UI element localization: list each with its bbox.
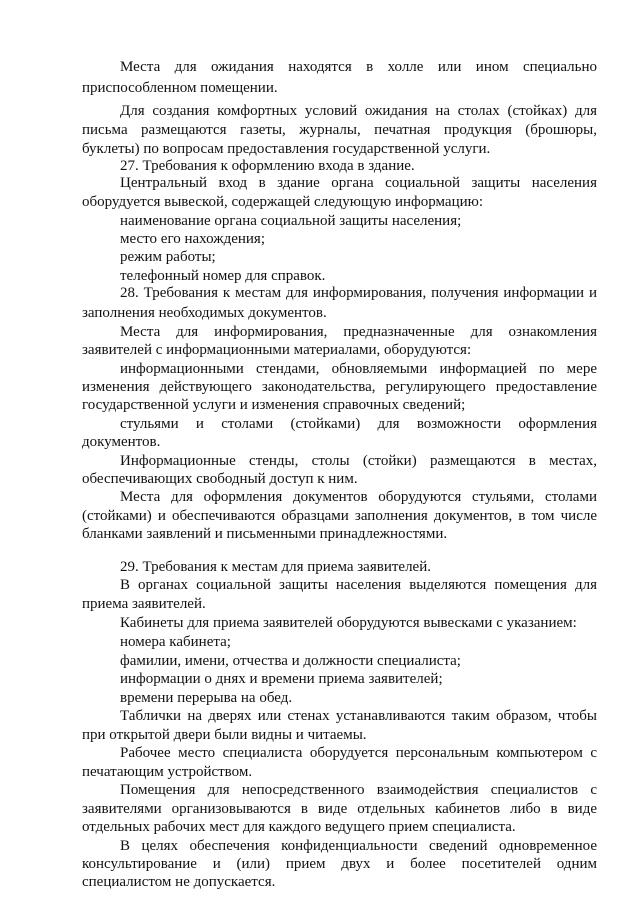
text-line: специалистом не допускается.	[82, 874, 276, 890]
text-line: (стойками) и обеспечиваются образцами заполнения документов, в том числе	[82, 508, 597, 524]
list-item: стульями и столами (стойками) для возможности оформления	[120, 416, 597, 432]
text-line: обеспечивающих свободный доступ к ним.	[82, 471, 358, 487]
text-line: В органах социальной защиты населения выделяются помещения для	[120, 577, 597, 593]
list-item: телефонный номер для справок.	[120, 268, 326, 284]
section-heading-28: 28. Требования к местам для информирования, получения информации и	[120, 285, 597, 301]
text-line: Помещения для непосредственного взаимодействия специалистов с	[120, 782, 597, 798]
list-item: режим работы;	[120, 249, 216, 265]
text-line: при открытой двери были видны и читаемы.	[82, 727, 367, 743]
section-heading-29: 29. Требования к местам для приема заявителей.	[120, 559, 431, 575]
text-line: бланками заявлений и письменными принадлежностями.	[82, 526, 448, 542]
text-line: Места для ожидания находятся в холле или ином специально	[120, 59, 597, 75]
list-item: наименование органа социальной защиты населения;	[120, 213, 462, 229]
section-heading-28-cont: заполнения необходимых документов.	[82, 305, 327, 321]
text-line: Для создания комфортных условий ожидания на столах (стойках) для	[120, 103, 597, 119]
text-line: В целях обеспечения конфиденциальности сведений одновременное	[120, 838, 597, 854]
text-line: Таблички на дверях или стенах устанавливаются таким образом, чтобы	[120, 708, 597, 724]
text-line: заявителями организовываются в виде отдельных кабинетов либо в виде	[82, 801, 597, 817]
text-line: Кабинеты для приема заявителей оборудуются вывесками с указанием:	[120, 615, 577, 631]
text-line: буклеты) по вопросам предоставления государственной услуги.	[82, 141, 491, 157]
list-item: номера кабинета;	[120, 634, 231, 650]
text-line: приспособленном помещении.	[82, 80, 278, 96]
text-line: заявителей с информационными материалами, оборудуются:	[82, 342, 472, 358]
text-line: Центральный вход в здание органа социальной защиты населения	[120, 175, 597, 191]
text-line: государственной услуги и изменения справочных сведений;	[82, 397, 466, 413]
text-line: Рабочее место специалиста оборудуется персональным компьютером с	[120, 745, 597, 761]
list-item: фамилии, имени, отчества и должности специалиста;	[120, 653, 461, 669]
list-item: информационными стендами, обновляемыми информацией по мере	[120, 361, 597, 377]
text-line: Информационные стенды, столы (стойки) размещаются в местах,	[120, 453, 597, 469]
text-line: письма размещаются газеты, журналы, печатная продукция (брошюры,	[82, 122, 597, 138]
text-line: документов.	[82, 434, 161, 450]
text-line: консультирование и (или) прием двух и более посетителей одним	[82, 856, 597, 872]
text-line: оборудуется вывеской, содержащей следующую информацию:	[82, 194, 484, 210]
list-item: информации о днях и времени приема заявителей;	[120, 671, 443, 687]
text-line: печатающим устройством.	[82, 764, 253, 780]
text-line: Места для информирования, предназначенные для ознакомления	[120, 324, 597, 340]
list-item: времени перерыва на обед.	[120, 690, 293, 706]
text-line: приема заявителей.	[82, 596, 206, 612]
section-heading-27: 27. Требования к оформлению входа в здание.	[120, 158, 415, 174]
text-line: отдельных рабочих мест для каждого ведущего прием специалиста.	[82, 819, 516, 835]
text-line: Места для оформления документов оборудуются стульями, столами	[120, 489, 597, 505]
text-line: изменения действующего законодательства, регулирующего предоставление	[82, 379, 597, 395]
list-item: место его нахождения;	[120, 231, 265, 247]
